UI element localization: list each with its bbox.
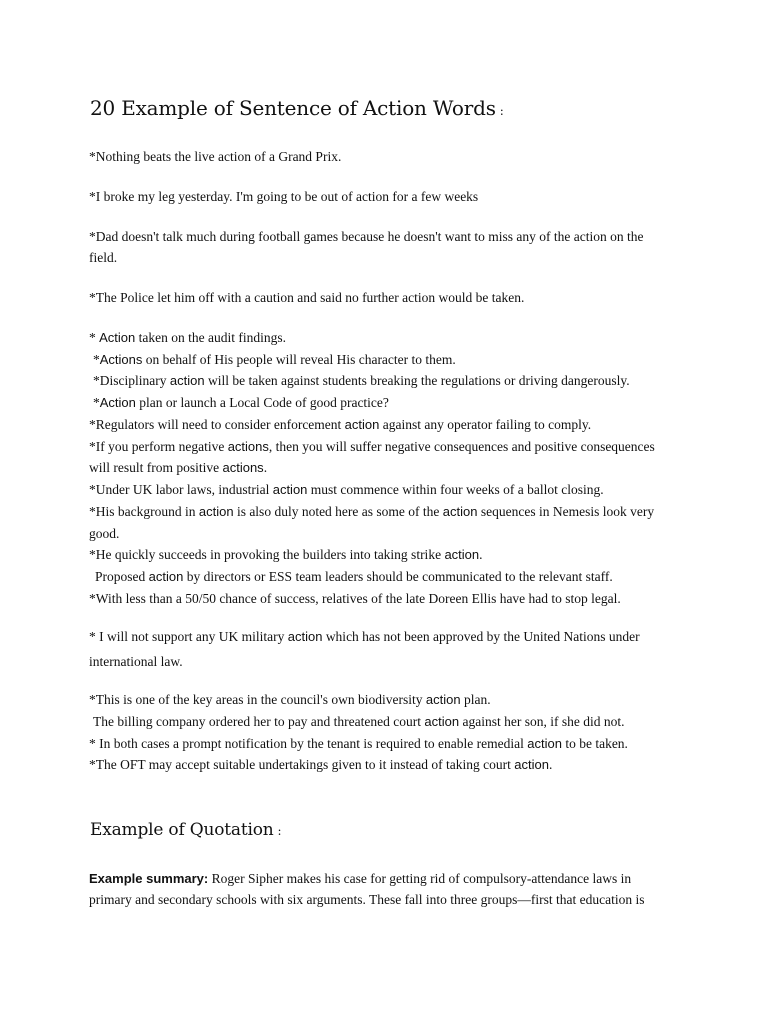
sentence-line — [89, 418, 591, 432]
text-fragment: must commence within four weeks of a ballot closing. — [307, 482, 604, 497]
heading-text: 20 Example of Sentence of Action Words — [90, 96, 496, 120]
keyword-action: Action — [99, 395, 136, 410]
sentence-line — [89, 693, 491, 707]
sentence-line — [93, 396, 389, 410]
text-fragment: which has not been approved by the United Nations under — [322, 629, 640, 644]
text-fragment: by directors or ESS team leaders should be communicated to the relevant staff. — [183, 569, 613, 584]
section-heading-quotation — [90, 820, 281, 840]
sentence-line — [89, 548, 483, 562]
text-fragment: * — [93, 395, 100, 410]
text-fragment: field. — [89, 250, 118, 265]
text-fragment: *If you perform negative — [89, 439, 228, 454]
keyword-action: actions — [227, 439, 269, 454]
text-fragment: will be taken against students breaking the regulations or driving dangerously. — [204, 373, 630, 388]
section-heading-action-words — [90, 96, 504, 120]
text-fragment: . — [548, 757, 553, 772]
keyword-action: action — [527, 736, 562, 751]
summary-label: Example summary: — [89, 871, 209, 886]
text-fragment: * I will not support any UK military — [89, 629, 288, 644]
sentence-line — [89, 440, 655, 454]
sentence-line — [89, 758, 552, 772]
text-fragment: . — [479, 547, 483, 562]
text-fragment: *With less than a 50/50 chance of success, relatives of the late Doreen Ellis have had to stop legal. — [89, 591, 621, 606]
text-fragment: *The OFT may accept suitable undertakings given to it instead of taking court — [89, 757, 515, 772]
sentence-line — [93, 353, 456, 367]
text-fragment: * — [93, 352, 100, 367]
keyword-action: action — [272, 482, 308, 497]
heading-text: Example of Quotation — [90, 820, 274, 840]
heading-colon: : — [277, 824, 282, 838]
sentence-line — [93, 374, 630, 388]
sentence-line — [89, 483, 604, 497]
text-fragment: is also duly noted here as some of the — [233, 504, 443, 519]
text-fragment: *He quickly succeeds in provoking the builders into taking strike — [89, 547, 445, 562]
text-fragment: *Under UK labor laws, industrial — [89, 482, 273, 497]
text-fragment: taken on the audit findings. — [135, 330, 286, 345]
text-fragment: will result from positive — [89, 460, 223, 475]
text-fragment: sequences in Nemesis look very — [477, 504, 655, 519]
text-fragment: *This is one of the key areas in the council's own biodiversity — [89, 692, 426, 707]
sentence-line — [89, 251, 117, 265]
text-fragment: plan or launch a Local Code of good practice? — [135, 395, 389, 410]
text-fragment: *Disciplinary — [93, 373, 170, 388]
sentence-line — [89, 592, 621, 606]
text-fragment: *Nothing beats the live action of a Grand Prix. — [89, 149, 342, 164]
text-fragment: Proposed — [95, 569, 149, 584]
sentence-line — [89, 150, 341, 164]
sentence-line — [89, 190, 478, 204]
sentence-line — [89, 230, 643, 244]
keyword-action: action — [287, 629, 323, 644]
sentence-line — [89, 655, 183, 669]
sentence-line — [89, 331, 286, 345]
keyword-action: Action — [99, 330, 136, 345]
text-fragment: plan. — [460, 692, 491, 707]
keyword-action: action — [198, 504, 234, 519]
sentence-line — [89, 461, 267, 475]
keyword-action: Actions — [99, 352, 143, 367]
text-fragment: , then you will suffer negative consequences and positive consequences — [268, 439, 655, 454]
sentence-line — [89, 737, 628, 751]
keyword-action: action — [344, 417, 380, 432]
keyword-action: action — [442, 504, 478, 519]
heading-colon: : — [499, 104, 504, 118]
text-fragment: *Regulators will need to consider enforcement — [89, 417, 345, 432]
text-fragment: *Dad doesn't talk much during football games because he doesn't want to miss any of the action on the — [89, 229, 644, 244]
paragraph-line — [89, 893, 645, 907]
sentence-line — [95, 570, 613, 584]
sentence-line — [89, 527, 119, 541]
keyword-action: action — [169, 373, 205, 388]
keyword-action: action — [424, 714, 460, 729]
text-fragment: to be taken. — [561, 736, 628, 751]
sentence-line — [93, 715, 624, 729]
text-fragment: . — [263, 460, 268, 475]
keyword-action: actions — [222, 460, 264, 475]
text-fragment: against any operator failing to comply. — [379, 417, 592, 432]
text-fragment: The billing company ordered her to pay and threatened court — [93, 714, 425, 729]
sentence-line — [89, 630, 640, 644]
text-fragment: Roger Sipher makes his case for getting rid of compulsory-attendance laws in — [208, 871, 632, 886]
sentence-line — [89, 291, 524, 305]
text-fragment: on behalf of His people will reveal His character to them. — [142, 352, 456, 367]
text-fragment: against her son, if she did not. — [459, 714, 625, 729]
text-fragment: good. — [89, 526, 120, 541]
text-fragment: *His background in — [89, 504, 199, 519]
text-fragment: international law. — [89, 654, 183, 669]
text-fragment: *I broke my leg yesterday. I'm going to be out of action for a few weeks — [89, 189, 479, 204]
text-fragment: primary and secondary schools with six arguments. These fall into three groups—first that education is — [89, 892, 645, 907]
keyword-action: action — [444, 547, 480, 562]
keyword-action: action — [514, 757, 549, 772]
sentence-line — [89, 505, 654, 519]
text-fragment: * In both cases a prompt notification by the tenant is required to enable remedial — [89, 736, 528, 751]
text-fragment: * — [89, 330, 100, 345]
paragraph-line — [89, 872, 631, 886]
keyword-action: action — [425, 692, 461, 707]
text-fragment: *The Police let him off with a caution and said no further action would be taken. — [89, 290, 525, 305]
keyword-action: action — [148, 569, 184, 584]
